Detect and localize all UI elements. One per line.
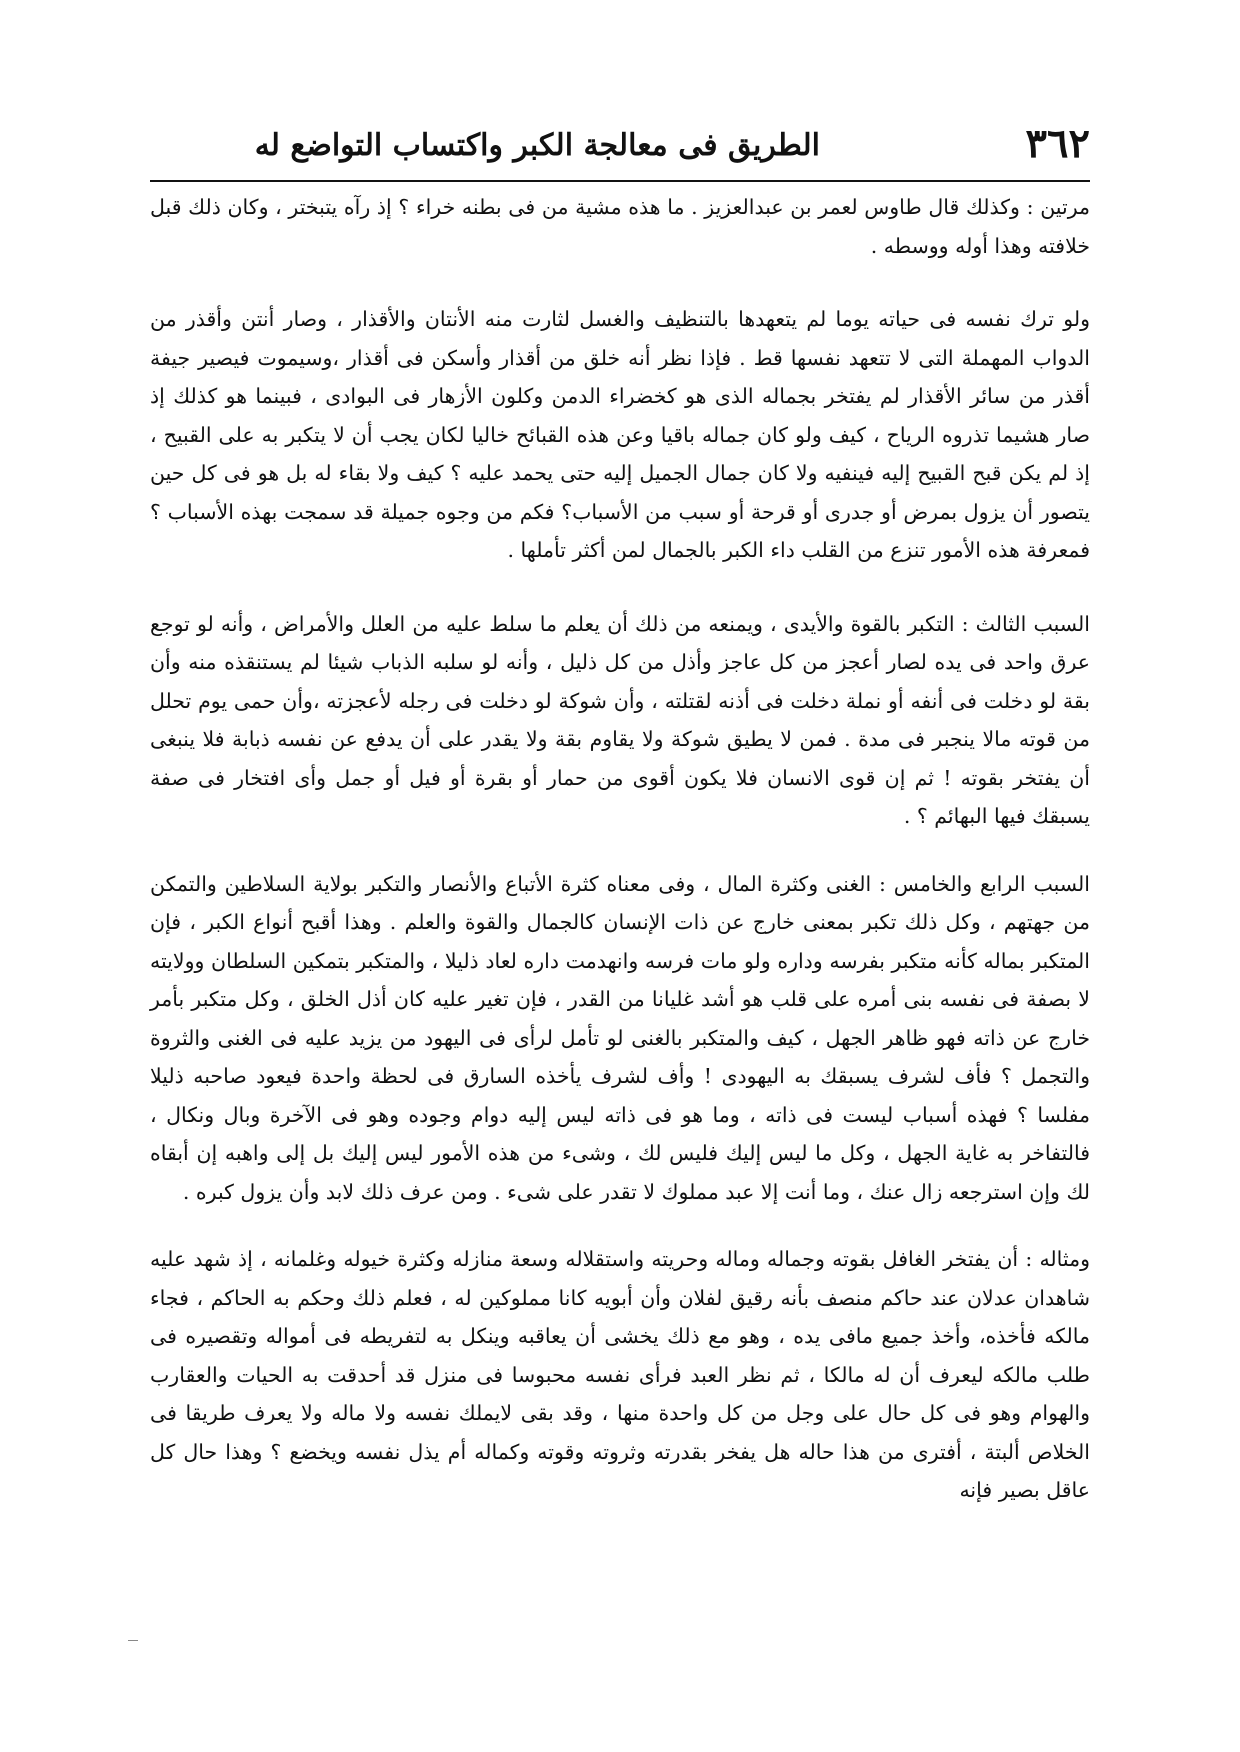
footer-mark bbox=[128, 1640, 138, 1641]
paragraph: ومثاله : أن يفتخر الغافل بقوته وجماله وماله وحريته واستقلاله وسعة منازله وكثرة خيوله وغلمانه ، إذ شهد عليه شاهدان عدلان عند حاكم منصف بأنه رقيق لفلان وأن أبويه كانا مملوكين له ، فعلم ذلك وحكم به الحاكم ، فجاء مالكه فأخذه، وأخذ جميع مافى يده ، وهو مع ذلك يخشى أن يعاقبه وينكل به لتفريطه فى أمواله وتقصيره فى طلب مالكه ليعرف أن له مالكا ، ثم نظر العبد فرأى نفسه محبوسا فى منزل قد أحدقت به الحيات والعقارب والهوام وهو فى كل حال على وجل من كل واحدة منها ، وقد بقى لايملك نفسه ولا ماله ولا يعرف طريقا فى الخلاص ألبتة ، أفترى من هذا حاله هل يفخر بقدرته وثروته وقوته وكماله أم يذل نفسه ويخضع ؟ وهذا حال كل عاقل بصير فإنه bbox=[150, 1247, 1090, 1502]
paragraph: مرتين : وكذلك قال طاوس لعمر بن عبدالعزيز . ما هذه مشية من فى بطنه خراء ؟ إذ رآه يتبختر ، وكان ذلك قبل خلافته وهذا أوله ووسطه . bbox=[150, 195, 1090, 258]
body-text bbox=[150, 188, 1090, 1510]
paragraph: السبب الرابع والخامس : الغنى وكثرة المال ، وفى معناه كثرة الأتباع والأنصار والتكبر بولاية السلاطين والتمكن من جهتهم ، وكل ذلك تكبر بمعنى خارج عن ذات الإنسان كالجمال والقوة والعلم . وهذا أقبح أنواع الكبر ، فإن المتكبر بماله كأنه متكبر بفرسه وداره ولو مات فرسه وانهدمت داره لعاد ذليلا ، والمتكبر بتمكين السلطان وولايته لا بصفة فى نفسه بنى أمره على قلب هو أشد غليانا من القدر ، فإن تغير عليه كان أذل الخلق ، وكل متكبر بأمر خارج عن ذاته فهو ظاهر الجهل ، كيف والمتكبر بالغنى لو تأمل لرأى فى اليهود من يزيد عليه فى الغنى والثروة والتجمل ؟ فأف لشرف يسبقك به اليهودى ! وأف لشرف يأخذه السارق فى لحظة واحدة فيعود صاحبه ذليلا مفلسا ؟ فهذه أسباب ليست فى ذاته ، وما هو فى ذاته ليس إليه دوام وجوده وهو فى الآخرة وبال ونكال ، فالتفاخر به غاية الجهل ، وكل ما ليس إليك فليس لك ، وشىء من هذه الأمور ليس إليك بل إلى واهبه إن أبقاه لك وإن استرجعه زال عنك ، وما أنت إلا عبد مملوك لا تقدر على شىء . ومن عرف ذلك لابد وأن يزول كبره . bbox=[150, 871, 1090, 1204]
paragraph: السبب الثالث : التكبر بالقوة والأيدى ، ويمنعه من ذلك أن يعلم ما سلط عليه من العلل والأمراض ، وأنه لو توجع عرق واحد فى يده لصار أعجز من كل عاجز وأذل من كل ذليل ، وأنه لو سلبه الذباب شيئا لم يستنقذه منه وأن بقة لو دخلت فى أنفه أو نملة دخلت فى أذنه لقتلته ، وأن شوكة لو دخلت فى رجله لأعجزته ،وأن حمى يوم تحلل من قوته مالا ينجبر فى مدة . فمن لا يطيق شوكة ولا يقاوم بقة ولا يقدر على أن يدفع عن نفسه ذبابة فلا ينبغى أن يفتخر بقوته ! ثم إن قوى الانسان فلا يكون أقوى من حمار أو بقرة أو فيل أو جمل وأى افتخار فى صفة يسبقك فيها البهائم ؟ . bbox=[150, 611, 1090, 828]
paragraph: ولو ترك نفسه فى حياته يوما لم يتعهدها بالتنظيف والغسل لثارت منه الأنتان والأقذار ، وصار أنتن وأقذر من الدواب المهملة التى لا تتعهد نفسها قط . فإذا نظر أنه خلق من أقذار وأسكن فى أقذار ،وسيموت فيصير جيفة أقذر من سائر الأقذار لم يفتخر بجماله الذى هو كخضراء الدمن وكلون الأزهار فى البوادى ، فبينما هو كذلك إذ صار هشيما تذروه الرياح ، كيف ولو كان جماله باقيا وعن هذه القبائح خاليا لكان يجب أن لا يتكبر به على القبيح ، إذ لم يكن قبح القبيح إليه فينفيه ولا كان جمال الجميل إليه حتى يحمد عليه ؟ كيف ولا بقاء له بل هو فى كل حين يتصور أن يزول بمرض أو جدرى أو قرحة أو سبب من الأسباب؟ فكم من وجوه جميلة قد سمجت بهذه الأسباب ؟ فمعرفة هذه الأمور تنزع من القلب داء الكبر بالجمال لمن أكثر تأملها . bbox=[150, 307, 1090, 562]
document-page bbox=[150, 110, 1090, 1710]
page-header bbox=[150, 110, 1090, 182]
running-title: الطريق فى معالجة الكبر واكتساب التواضع له bbox=[254, 128, 820, 163]
page-number: ٣٦٢ bbox=[1025, 120, 1090, 167]
